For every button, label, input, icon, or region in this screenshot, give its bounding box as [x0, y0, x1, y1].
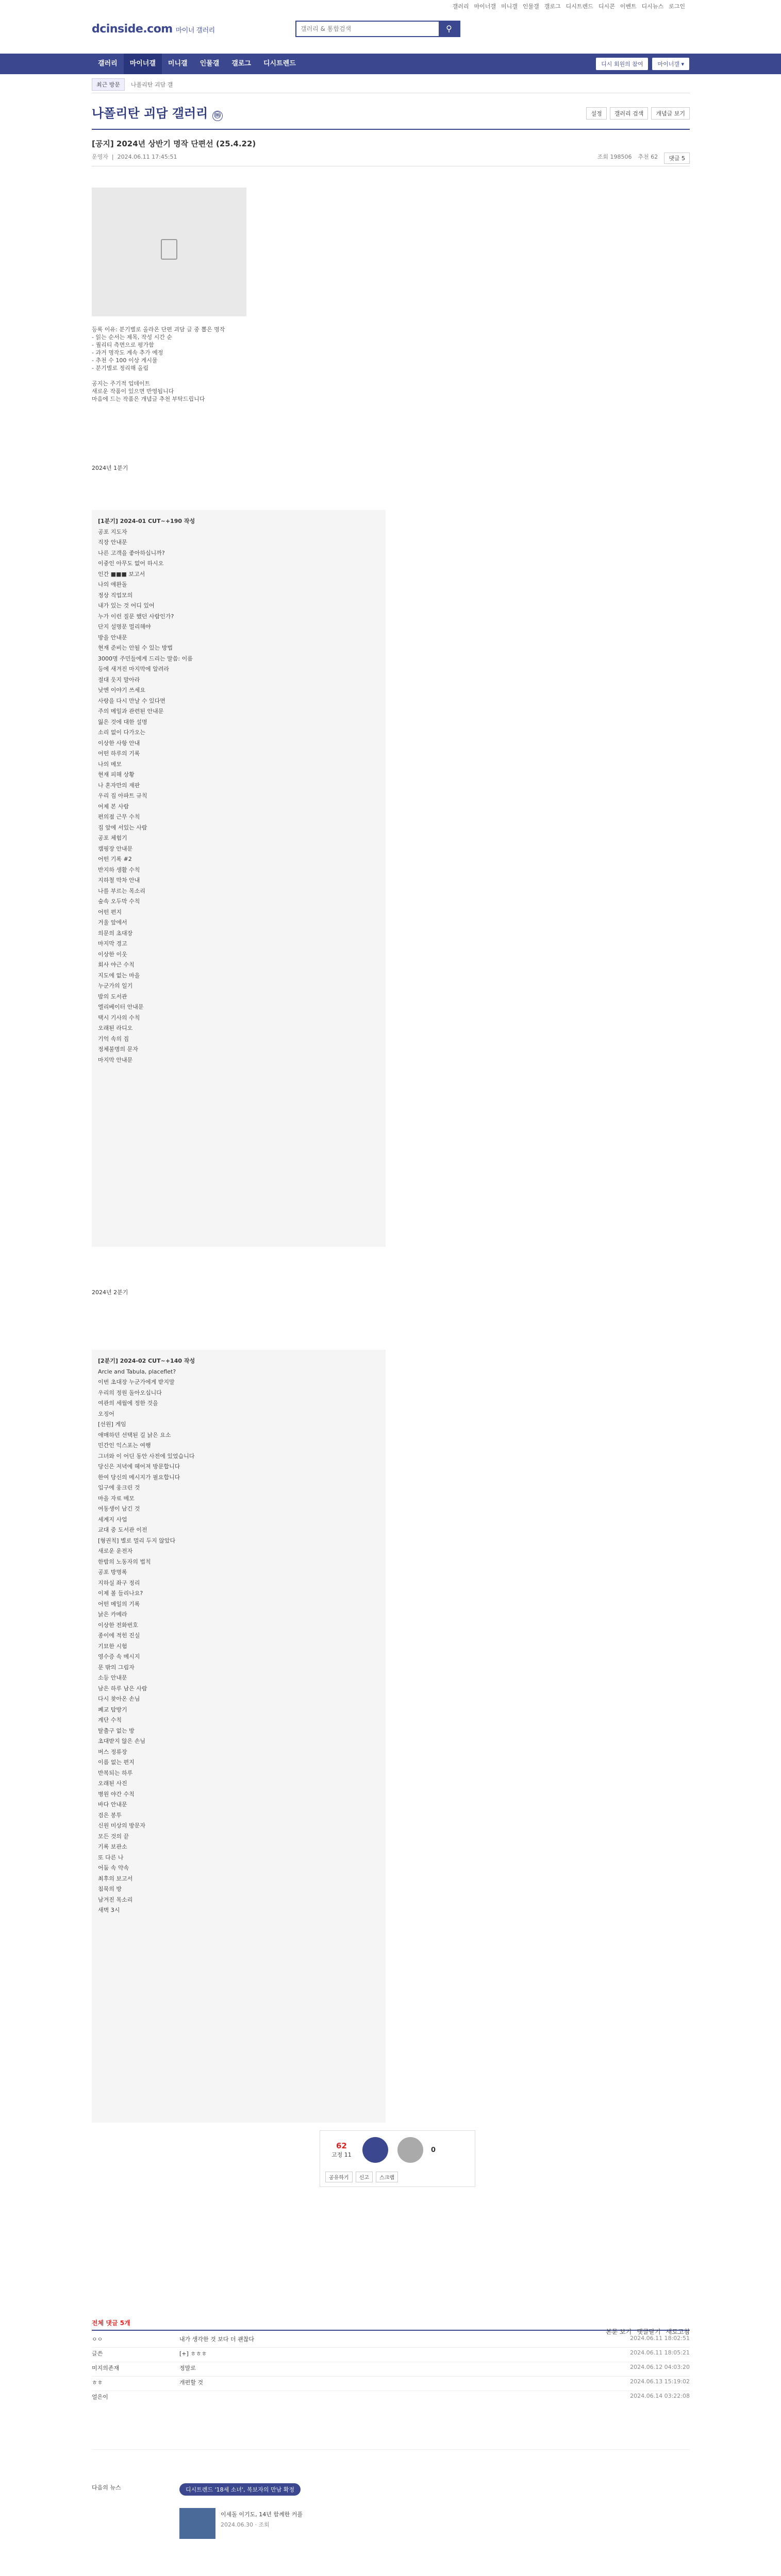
logo-text: dcinside.com [92, 23, 173, 36]
list-item[interactable]: 내가 있는 것 어디 있어 [98, 602, 155, 609]
body-line: - 퀄리티 측면으로 평가함 [92, 342, 154, 348]
top-link-4[interactable]: 갤로그 [544, 3, 561, 10]
comment-text: 개편할 것 [179, 2379, 204, 2386]
recommend-box [320, 2130, 475, 2187]
list-item[interactable]: 낡은 카메라 [98, 1611, 127, 1618]
list-item[interactable]: 집 앞에 서있는 사람 [98, 824, 147, 831]
list-2-header: [2분기] 2024-02 CUT~+140 작성 [98, 1358, 195, 1364]
list-item[interactable]: 새로운 운전자 [98, 1548, 133, 1554]
list-item[interactable]: 정상 직업모의 [98, 591, 133, 599]
body-line: - 분기별로 정리해 올림 [92, 365, 149, 371]
list-item[interactable]: 계단 수칙 [98, 1717, 122, 1723]
ad-sub: 2024.06.30 · 조회 [221, 2521, 270, 2528]
post-meta: 운영자 | 2024.06.11 17:45:51 [92, 154, 177, 160]
comment-date: 2024.06.13 15:19:02 [630, 2378, 690, 2385]
list-item[interactable]: 잃은 것에 대한 설명 [98, 718, 147, 725]
list-item[interactable]: 어떤 하루의 기록 [98, 750, 140, 757]
post-body [92, 326, 350, 403]
list-item[interactable]: 나의 메모 [98, 760, 122, 768]
list-item[interactable]: 마지막 안내문 [98, 1056, 133, 1063]
comment-date: 2024.06.11 18:02:51 [630, 2335, 690, 2342]
list-item[interactable]: 3000명 주민들에게 드리는 말씀: 이름 [98, 655, 193, 662]
comment-nick[interactable]: 글쓴 [92, 2350, 103, 2357]
list-item[interactable]: 어떤 메일의 기록 [98, 1600, 140, 1607]
gnb-item-4[interactable]: 갤로그 [231, 60, 251, 67]
list-item[interactable]: 마을 자료 메모 [98, 1495, 135, 1502]
list-item[interactable]: 공포 방명록 [98, 1569, 127, 1575]
list-item[interactable]: 한여 당신의 메시지가 필요합니다 [98, 1473, 180, 1481]
list-item[interactable]: 마지막 경고 [98, 940, 127, 947]
ad-title[interactable]: 이세돌 이기도, 14년 함께한 커플 [221, 2511, 303, 2518]
list-item[interactable]: 사랑을 다시 만날 수 있다면 [98, 697, 165, 704]
top-link-5[interactable]: 디시트렌드 [566, 3, 593, 10]
comment-row [92, 2393, 690, 2450]
list-item[interactable]: 나른 고객을 좋아하십니까? [98, 549, 165, 556]
list-item[interactable]: 다시 찾아온 손님 [98, 1696, 140, 1702]
list-item[interactable]: 오래된 사진 [98, 1780, 127, 1787]
list-item[interactable]: 최후의 보고서 [98, 1875, 133, 1882]
gnb-item-1[interactable]: 마이너갤 [124, 54, 162, 74]
gallery-title-row [92, 103, 690, 130]
body-line: - 읽는 순서는 제목, 작성 시간 순 [92, 334, 172, 341]
top-link-7[interactable]: 이벤트 [620, 3, 637, 10]
list-item[interactable]: 버스 정류장 [98, 1748, 127, 1755]
list-item[interactable]: 소등 안내문 [98, 1674, 127, 1681]
scrap-button[interactable]: 스크랩 [376, 2172, 398, 2182]
list-item[interactable]: 반지하 생활 수칙 [98, 866, 140, 873]
list-item[interactable]: 단지 설명문 멀리해야 [98, 623, 151, 630]
body-line: 공지는 주기적 업데이트 [92, 380, 151, 387]
post-views: 조회 198506 [597, 154, 632, 160]
gnb-item-2[interactable]: 미니갤 [168, 60, 188, 67]
broken-image-icon [161, 239, 177, 260]
list-item[interactable]: 여관의 세월에 정한 것을 [98, 1400, 158, 1406]
body-line [92, 372, 350, 380]
body-line: 등록 이유: 분기별로 올라온 단편 괴담 글 중 뽑은 명작 [92, 326, 225, 333]
list-item[interactable]: 회사 야근 수칙 [98, 961, 135, 968]
list-item[interactable]: 영수증 속 메시지 [98, 1653, 140, 1660]
comment-row [92, 2349, 690, 2362]
top-link-1[interactable]: 마이너갤 [474, 3, 496, 10]
list-item[interactable]: 바다 안내문 [98, 1801, 127, 1808]
list-item[interactable]: 교대 중 도서관 이전 [98, 1527, 147, 1533]
ad-block [92, 2483, 690, 2550]
list-item[interactable]: 신원 미상의 방문자 [98, 1822, 146, 1829]
list-item[interactable]: 밤의 도서관 [98, 993, 127, 1000]
list-item[interactable]: 어둠 속 약속 [98, 1865, 129, 1871]
list-item[interactable]: 기록 보관소 [98, 1843, 127, 1850]
list-item[interactable]: 반복되는 하루 [98, 1769, 133, 1776]
body-line: - 과거 명작도 계속 추가 예정 [92, 349, 163, 356]
post-writer[interactable]: 운영자 [92, 154, 108, 160]
list-item[interactable]: 종이에 적힌 진실 [98, 1632, 140, 1639]
current-gallery-chip[interactable]: 나폴리탄 괴담 갤 [130, 81, 173, 88]
ad-label: 다음의 뉴스 [92, 2484, 121, 2491]
comment-text: [+] ㅎㅎㅎ [179, 2350, 207, 2357]
list-item[interactable]: [형권칙] 별로 멀리 두지 않았다 [98, 1537, 176, 1544]
list-item[interactable]: 거울 앞에서 [98, 919, 127, 926]
list-item[interactable]: 폐교 탐방기 [98, 1706, 127, 1713]
list-item[interactable]: 기억 속의 집 [98, 1035, 129, 1042]
list-item[interactable]: 이상한 전화번호 [98, 1621, 138, 1629]
list-item[interactable]: 의문의 초대장 [98, 929, 133, 937]
gallery-title[interactable]: 나폴리탄 괴담 갤러리 ⓜ [92, 106, 223, 121]
list-item[interactable]: 어떤 기록 #2 [98, 856, 132, 862]
body-line: 마음에 드는 작품은 개념글 추천 부탁드립니다 [92, 396, 205, 402]
upvote-button[interactable] [362, 2137, 388, 2163]
list-item[interactable]: 이중인 아무도 없어 하시오 [98, 560, 164, 567]
logo-sub: 마이너 갤러리 [175, 27, 215, 35]
gnb-right-0[interactable]: 디시 회원의 참여 [596, 58, 648, 70]
post-stats [597, 152, 690, 164]
search-input[interactable] [296, 22, 444, 36]
comment-count-button[interactable]: 댓글 5 [664, 152, 690, 164]
list-item[interactable]: 지하실 좌구 정리 [98, 1579, 140, 1586]
list-item[interactable]: 공포 체험기 [98, 835, 127, 841]
list-item[interactable]: 공포 지도자 [98, 528, 127, 535]
comment-nick[interactable]: 얼은이 [92, 2394, 108, 2400]
comment-row [92, 2335, 690, 2348]
comment-text: 내가 생각한 것 보다 더 괜찮다 [179, 2336, 254, 2343]
list-item[interactable]: 남은 하루 남은 사람 [98, 1685, 147, 1692]
post-recommend-count: 추천 62 [638, 154, 658, 160]
gnb-item-3[interactable]: 인물갤 [200, 60, 220, 67]
comment-text: 정말로 [179, 2365, 196, 2371]
minor-badge-icon: ⓜ [212, 111, 223, 121]
list-item[interactable]: 남겨진 목소리 [98, 1896, 133, 1903]
list-item[interactable]: 민간인 익스포는 여행 [98, 1442, 151, 1449]
post-date: 2024.06.11 17:45:51 [117, 154, 177, 160]
list-item[interactable]: 우리 집 아파트 규칙 [98, 792, 147, 799]
list-item[interactable]: 초대받지 않은 손님 [98, 1738, 146, 1744]
best-view-button[interactable]: 개념글 보기 [651, 107, 690, 120]
list-item[interactable]: 누군가의 일기 [98, 982, 133, 989]
gallery-search-button[interactable]: 갤러리 검색 [610, 107, 649, 120]
list-item[interactable]: 애매하던 선택된 길 낡은 요소 [98, 1431, 171, 1438]
visit-bar [92, 78, 690, 93]
ad-thumbnail[interactable] [179, 2508, 215, 2539]
gnb-item-5[interactable]: 디시트렌드 [263, 60, 296, 67]
list-item[interactable]: 검은 봉투 [98, 1811, 122, 1819]
list-box-2 [92, 1350, 386, 2123]
comment-date: 2024.06.12 04:03:20 [630, 2364, 690, 2370]
top-link-login[interactable]: 로그인 [669, 3, 685, 10]
list-item[interactable]: 이상한 이웃 [98, 951, 127, 958]
list-item[interactable]: 엘리베이터 안내문 [98, 1004, 144, 1010]
list-item[interactable]: 주의 메일과 관련된 안내문 [98, 708, 164, 715]
list-item[interactable]: 당신은 저녁에 헤어져 방문합니다 [98, 1463, 180, 1470]
list-item[interactable]: 낮엔 이야기 쓰세요 [98, 687, 146, 693]
list-item[interactable]: 어떤 편지 [98, 908, 122, 916]
post-title: [공지] 2024년 상반기 명작 단편선 (25.4.22) [92, 139, 256, 148]
list-item[interactable]: 직장 안내문 [98, 539, 127, 546]
global-nav [0, 54, 781, 74]
comment-tab-1[interactable]: 댓글닫기 [637, 2328, 661, 2335]
list-item[interactable]: 모든 것의 끝 [98, 1833, 129, 1840]
body-line: 새로운 작품이 있으면 반영됩니다 [92, 388, 174, 395]
list-item[interactable]: 세계지 사업 [98, 1516, 127, 1523]
list-item[interactable]: 어제 본 사람 [98, 803, 129, 810]
list-item[interactable]: 이번 초대장 누군가에게 받지말 [98, 1379, 175, 1385]
top-link-6[interactable]: 디시콘 [598, 3, 615, 10]
body-line: - 추천 수 100 이상 게시물 [92, 357, 158, 364]
list-item[interactable]: 현재 준비는 안될 수 있는 방법 [98, 645, 173, 651]
upvote-count: 62 고정 11 [331, 2141, 352, 2158]
search-box [295, 21, 460, 37]
comment-total: 전체 댓글 5개 [92, 2319, 130, 2327]
post-image-placeholder [92, 188, 246, 316]
list-item[interactable]: 지하철 막차 안내 [98, 877, 140, 884]
comment-nick[interactable]: 미지의존재 [92, 2365, 120, 2371]
list-item[interactable]: 택시 기사의 수칙 [98, 1014, 140, 1021]
comment-date: 2024.06.14 03:22:08 [630, 2393, 690, 2399]
list-item[interactable]: 오래된 라디오 [98, 1025, 133, 1031]
comment-header [92, 2318, 690, 2335]
list-item[interactable]: 오징어 [98, 1410, 114, 1417]
comment-row [92, 2364, 690, 2377]
list-item[interactable]: 숲속 오두막 수칙 [98, 898, 140, 905]
list-item[interactable]: 침묵의 방 [98, 1886, 122, 1892]
list-item[interactable]: 지도에 없는 마을 [98, 972, 140, 979]
downvote-button[interactable] [397, 2137, 423, 2163]
gnb-right-1[interactable]: 마이너갤 ▾ [652, 58, 689, 70]
list-item[interactable]: 새벽 3시 [98, 1907, 120, 1913]
list-item[interactable]: 누가 이런 질문 했던 사람인가? [98, 613, 174, 620]
search-icon[interactable]: ⚲ [439, 22, 459, 36]
list-item[interactable]: 인간 ■■■ 보고서 [98, 570, 145, 578]
list-item[interactable]: 입구에 웅크린 것 [98, 1484, 140, 1491]
year-label-2: 2024년 2분기 [92, 1289, 128, 1296]
list-item[interactable]: 기묘한 시험 [98, 1642, 127, 1650]
list-item[interactable]: 나 혼자만의 재판 [98, 782, 140, 789]
downvote-count: 0 [431, 2146, 436, 2154]
list-item[interactable]: 정체불명의 문자 [98, 1046, 138, 1053]
ad-tag[interactable]: 디시트렌드 '18세 소녀', 복보자의 만남 확정 [179, 2483, 301, 2496]
list-item[interactable]: 현재 피해 상황 [98, 771, 135, 778]
list-item[interactable]: 편의점 근무 수칙 [98, 814, 140, 820]
report-button[interactable]: 신고 [356, 2172, 373, 2182]
list-item[interactable]: 나의 애완돌 [98, 581, 127, 588]
top-link-0[interactable]: 갤러리 [452, 3, 469, 10]
top-link-3[interactable]: 인물갤 [522, 3, 539, 10]
list-item[interactable]: 병원 야간 수칙 [98, 1790, 135, 1798]
list-item[interactable]: 한밤의 노동자의 법칙 [98, 1558, 151, 1565]
site-header [92, 19, 690, 44]
top-link-8[interactable]: 디시뉴스 [641, 3, 664, 10]
comment-row [92, 2378, 690, 2391]
comment-nick[interactable]: ㅎㅎ [92, 2379, 103, 2386]
year-label-1: 2024년 1분기 [92, 465, 128, 471]
gnb-item-0[interactable]: 갤러리 [98, 60, 118, 67]
list-item[interactable]: 이름 없는 편지 [98, 1759, 135, 1766]
list-item[interactable]: 이제 볼 들리나요? [98, 1590, 143, 1597]
comment-nick[interactable]: ㅇㅇ [92, 2336, 103, 2343]
post-header [92, 138, 690, 166]
list-item[interactable]: 방을 안내문 [98, 634, 127, 641]
list-item[interactable]: 캠핑장 안내문 [98, 845, 133, 852]
comment-tab-2[interactable]: 새로고침 [666, 2328, 690, 2335]
list-item[interactable]: [선원] 게임 [98, 1421, 126, 1428]
list-item[interactable]: 소리 없이 다가오는 [98, 729, 146, 736]
list-item[interactable]: 등에 새겨진 마지막에 알려라 [98, 666, 170, 672]
list-item[interactable]: 또 다른 나 [98, 1854, 124, 1861]
share-button[interactable]: 공유하기 [325, 2172, 353, 2182]
settings-button[interactable]: 설정 [586, 107, 606, 120]
list-item[interactable]: 여동생이 남긴 것 [98, 1505, 140, 1512]
list-item[interactable]: 나를 부르는 목소리 [98, 887, 146, 894]
site-logo[interactable] [92, 23, 215, 36]
list-item[interactable]: Arcle and Tabula, placeflet? [98, 1368, 176, 1375]
list-box-1 [92, 510, 386, 1247]
top-link-2[interactable]: 미니갤 [501, 3, 518, 10]
list-1-header: [1분기] 2024-01 CUT~+190 작성 [98, 518, 195, 524]
comment-date: 2024.06.11 18:05:21 [630, 2349, 690, 2356]
comment-tab-0[interactable]: 본문 보기 [606, 2328, 632, 2335]
list-item[interactable]: 문 밖의 그림자 [98, 1664, 135, 1671]
list-item[interactable]: 탈출구 없는 방 [98, 1727, 135, 1734]
list-item[interactable]: 그녀와 이 어딘 동안 사전에 있었습니다 [98, 1452, 195, 1460]
list-item[interactable]: 우리의 정원 돌아오십니다 [98, 1389, 162, 1396]
list-item[interactable]: 이상한 사항 안내 [98, 739, 140, 747]
recent-visit-button[interactable]: 최근 방문 [92, 78, 125, 91]
top-utility-bar [453, 2, 685, 10]
list-item[interactable]: 절대 웃지 말아라 [98, 676, 140, 683]
